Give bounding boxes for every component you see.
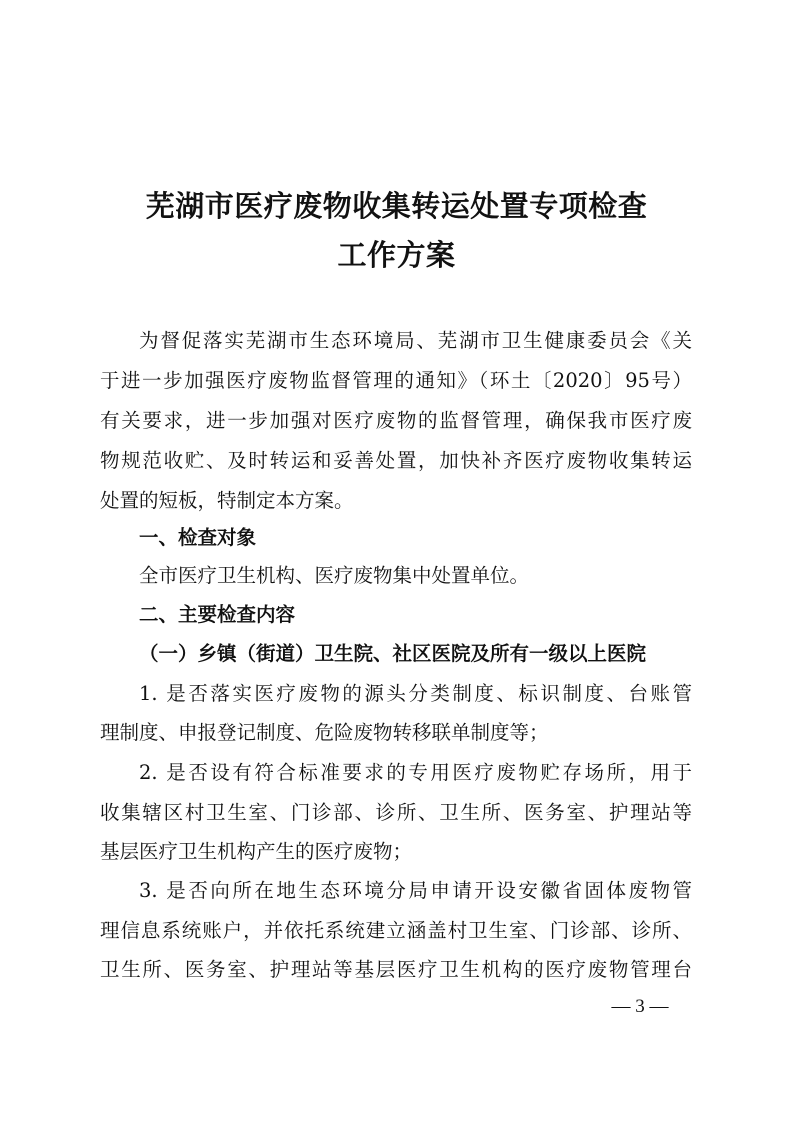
- list-item-line: 1. 是否落实医疗废物的源头分类制度、标识制度、台账管: [139, 682, 692, 705]
- section-body-objects: 全市医疗卫生机构、医疗废物集中处置单位。: [139, 564, 530, 587]
- list-item-line: 理制度、申报登记制度、危险废物转移联单制度等；: [100, 721, 549, 744]
- intro-paragraph-line: 有关要求，进一步加强对医疗废物的监督管理，确保我市医疗废: [100, 409, 692, 432]
- page-number: — 3 —: [611, 996, 669, 1017]
- list-item-line: 卫生所、医务室、护理站等基层医疗卫生机构的医疗废物管理台: [100, 958, 692, 981]
- intro-paragraph-line: 于进一步加强医疗废物监督管理的通知》（环土〔2020〕95号）: [100, 369, 692, 392]
- intro-paragraph-line: 物规范收贮、及时转运和妥善处置，加快补齐医疗废物收集转运: [100, 449, 692, 472]
- intro-paragraph-line: 处置的短板，特制定本方案。: [100, 489, 354, 512]
- subsection-heading: （一）乡镇（街道）卫生院、社区医院及所有一级以上医院: [139, 642, 647, 665]
- list-item-line: 理信息系统账户，并依托系统建立涵盖村卫生室、门诊部、诊所、: [100, 919, 692, 942]
- list-item-line: 收集辖区村卫生室、门诊部、诊所、卫生所、医务室、护理站等: [100, 801, 692, 824]
- section-heading-content: 二、主要检查内容: [139, 603, 296, 626]
- document-title-line2: 工作方案: [337, 238, 456, 272]
- section-heading-objects: 一、检查对象: [139, 526, 257, 549]
- list-item-line: 3. 是否向所在地生态环境分局申请开设安徽省固体废物管: [139, 879, 692, 902]
- intro-paragraph-line: 为督促落实芜湖市生态环境局、芜湖市卫生健康委员会《关: [139, 329, 692, 352]
- list-item-line: 基层医疗卫生机构产生的医疗废物；: [100, 840, 413, 863]
- document-title: 芜湖市医疗废物收集转运处置专项检查: [145, 189, 648, 223]
- list-item-line: 2. 是否设有符合标准要求的专用医疗废物贮存场所，用于: [139, 761, 692, 784]
